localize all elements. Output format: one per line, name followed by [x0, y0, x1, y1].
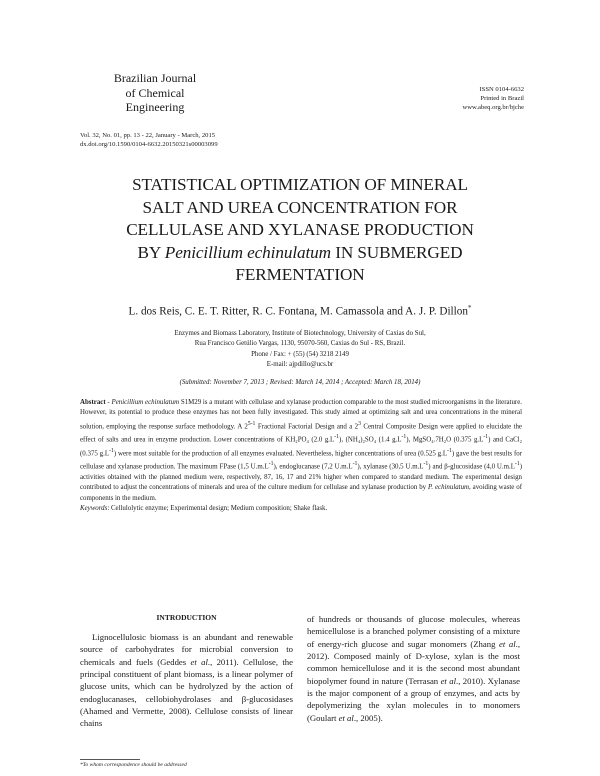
section-heading-introduction: INTRODUCTION: [156, 613, 217, 622]
abstract-text: S1M29 is a mutant with cellulase and xylanase production comparable to the most studied microorganisms in the literature. However, its potential to produce these enzymes has not been fully investigated. This study aimed at optimizing salt and urea concentrations in the mineral solution, employing the response surface methodology. A 2: [80, 399, 522, 430]
title-line-4-post: IN SUBMERGED: [331, 242, 463, 262]
abstract-sup: -1: [514, 461, 520, 468]
corresponding-author-mark: *: [467, 304, 472, 312]
abstract-sup: -1: [447, 447, 452, 454]
intro-etal: et al: [190, 656, 208, 667]
intro-text: of hundreds or thousands of glucose molecules, whereas hemicellulose is a branched polymer consisting of a mixture of energy-rich glucose and sugar monomers (Zhang: [307, 614, 520, 649]
abstract-sup: -1: [401, 434, 407, 441]
abstract-dash: -: [105, 399, 112, 406]
intro-text: ., 2011). Cellulose, the principal constituent of plant biomass, is a linear polymer of glucose units, which can be hydrolyzed by the action of endoglucanases, cellobiohydrolases and β-glucosidases (Ahamed and Vermette, 2008). Cellulose consists of linear chains: [80, 656, 293, 729]
abstract-text: ), xylanase (30,5 U.m.L: [357, 463, 424, 471]
affiliation-email[interactable]: E-mail: ajpdillo@ucs.br: [266, 360, 334, 368]
keywords: [80, 504, 522, 514]
journal-line-3: Engineering: [125, 100, 185, 114]
paper-title: [70, 174, 530, 287]
intro-text: ., 2010). Xylanase is the major component of a group of enzymes, and acts by depolymerizing the xylan molecules in to monomers (Goulart: [307, 675, 520, 723]
abstract-text: Fractional Factorial Design and a 2: [255, 422, 359, 430]
author-list: [70, 304, 530, 318]
abstract-text: ), MgSO₄.7H₂O (0.375 g.L: [406, 436, 484, 444]
intro-etal: et al: [338, 712, 354, 723]
title-line-4-pre: BY: [137, 242, 165, 262]
affiliation-line-1: Enzymes and Biomass Laboratory, Institute of Biotechnology, University of Caxias do Sul,: [174, 330, 426, 337]
abstract-text: ) gave the best results for cellulase and xylanase production. The maximum FPase (1,5 U.m.L: [80, 450, 522, 471]
journal-line-1: Brazilian Journal: [113, 71, 197, 85]
affiliation-line-2: Rua Francisco Getúlio Vargas, 1130, 95070-560, Caxias do Sul - RS, Brazil.: [194, 340, 406, 348]
abstract-text: ), (NH₄)₂SO₄ (1.4 g.L: [339, 436, 402, 444]
journal-name: [90, 71, 220, 115]
title-line-1: STATISTICAL OPTIMIZATION OF MINERAL: [132, 175, 468, 194]
title-line-3: CELLULASE AND XYLANASE PRODUCTION: [126, 220, 474, 239]
intro-text: Lignocellulosic biomass is an abundant and renewable source of carbohydrates for microbial conversion to chemicals and fuels (Geddes: [80, 632, 293, 667]
issn-block: [462, 85, 524, 112]
abstract-sup: -1: [423, 461, 429, 468]
title-line-5: FERMENTATION: [235, 265, 365, 284]
abstract-sup: -1: [268, 461, 274, 468]
keywords-list: : Cellulolytic enzyme; Experimental design; Medium composition; Shake flask.: [107, 504, 328, 512]
submission-dates: (Submitted: November 7, 2013 ; Revised: March 14, 2014 ; Accepted: March 18, 2014): [179, 379, 421, 386]
abstract-label: Abstract: [80, 399, 106, 406]
intro-right-column: [307, 613, 520, 724]
abstract-organism-short: P. echinulatum: [428, 484, 470, 492]
journal-line-2: of Chemical: [125, 85, 185, 100]
footnote-divider: [80, 759, 140, 760]
intro-etal: et al: [440, 675, 457, 686]
footnote: *To whom correspondence should be addressed: [80, 762, 187, 768]
abstract-text: ) were most suitable for the production of all enzymes evaluated. Nevertheless, higher concentrations of urea (0.525 g.L: [113, 450, 448, 458]
abstract-sup: 3: [358, 420, 361, 427]
abstract-sup: -1: [334, 434, 340, 441]
author-names: L. dos Reis, C. E. T. Ritter, R. C. Fontana, M. Camassola and A. J. P. Dillon: [128, 305, 468, 318]
abstract-text: ) and CaCl₂ (0.375 g.L: [80, 436, 522, 458]
printed-in: Printed in Brazil: [480, 95, 524, 102]
issn-number: ISSN 0104-6632: [479, 86, 524, 93]
abstract-organism: Penicillium echinulatum: [111, 399, 180, 406]
affiliation-phone: Phone / Fax: + (55) (54) 3218 2149: [251, 350, 349, 358]
abstract-text: , avoiding waste of components in the medium.: [80, 484, 523, 502]
intro-text: ., 2012). Composed mainly of D-xylose, xylan is the most common hemicellulose and it is the second most abundant biopolymer found in nature (Terrasan: [307, 638, 520, 686]
intro-etal: et al: [499, 638, 516, 649]
journal-url[interactable]: www.abeq.org.br/bjche: [462, 104, 524, 111]
title-line-4: [70, 242, 530, 265]
intro-left-column: [80, 631, 293, 730]
keywords-label: Keywords: [80, 504, 108, 512]
volume-info: [80, 131, 218, 149]
doi-line[interactable]: dx.doi.org/10.1590/0104-6632.20150321s00003099: [80, 141, 218, 148]
abstract: [80, 398, 522, 514]
abstract-text: ) and β-glucosidase (4,0 U.m.L: [428, 463, 515, 471]
title-line-2: SALT AND UREA CONCENTRATION FOR: [142, 197, 458, 217]
abstract-sup: -1: [109, 447, 114, 454]
abstract-text: ) activities obtained with the planned medium were, respectively, 87, 16, 17 and 21% higher when compared to standard medium. The experimental design contributed to adjust the concentrations of minerals and urea of the culture medium for cellulase and xylanase production by: [80, 463, 522, 492]
title-organism: Penicillium echinulatum: [164, 242, 331, 262]
affiliation: [100, 329, 500, 370]
abstract-sup: -1: [352, 461, 358, 468]
abstract-sup: 5-1: [247, 420, 256, 427]
abstract-text: Central Composite Design were applied to elucidate the effect of salts and urea in enzyme production. Lower concentrations of KH₂PO₄ (2.0 g.L: [80, 422, 522, 444]
abstract-sup: -1: [483, 434, 489, 441]
abstract-text: ), endoglucanase (7,2 U.m.L: [273, 463, 353, 471]
intro-text: ., 2005).: [353, 712, 383, 723]
volume-line: Vol. 32, No. 01, pp. 13 - 22, January - March, 2015: [80, 132, 216, 139]
